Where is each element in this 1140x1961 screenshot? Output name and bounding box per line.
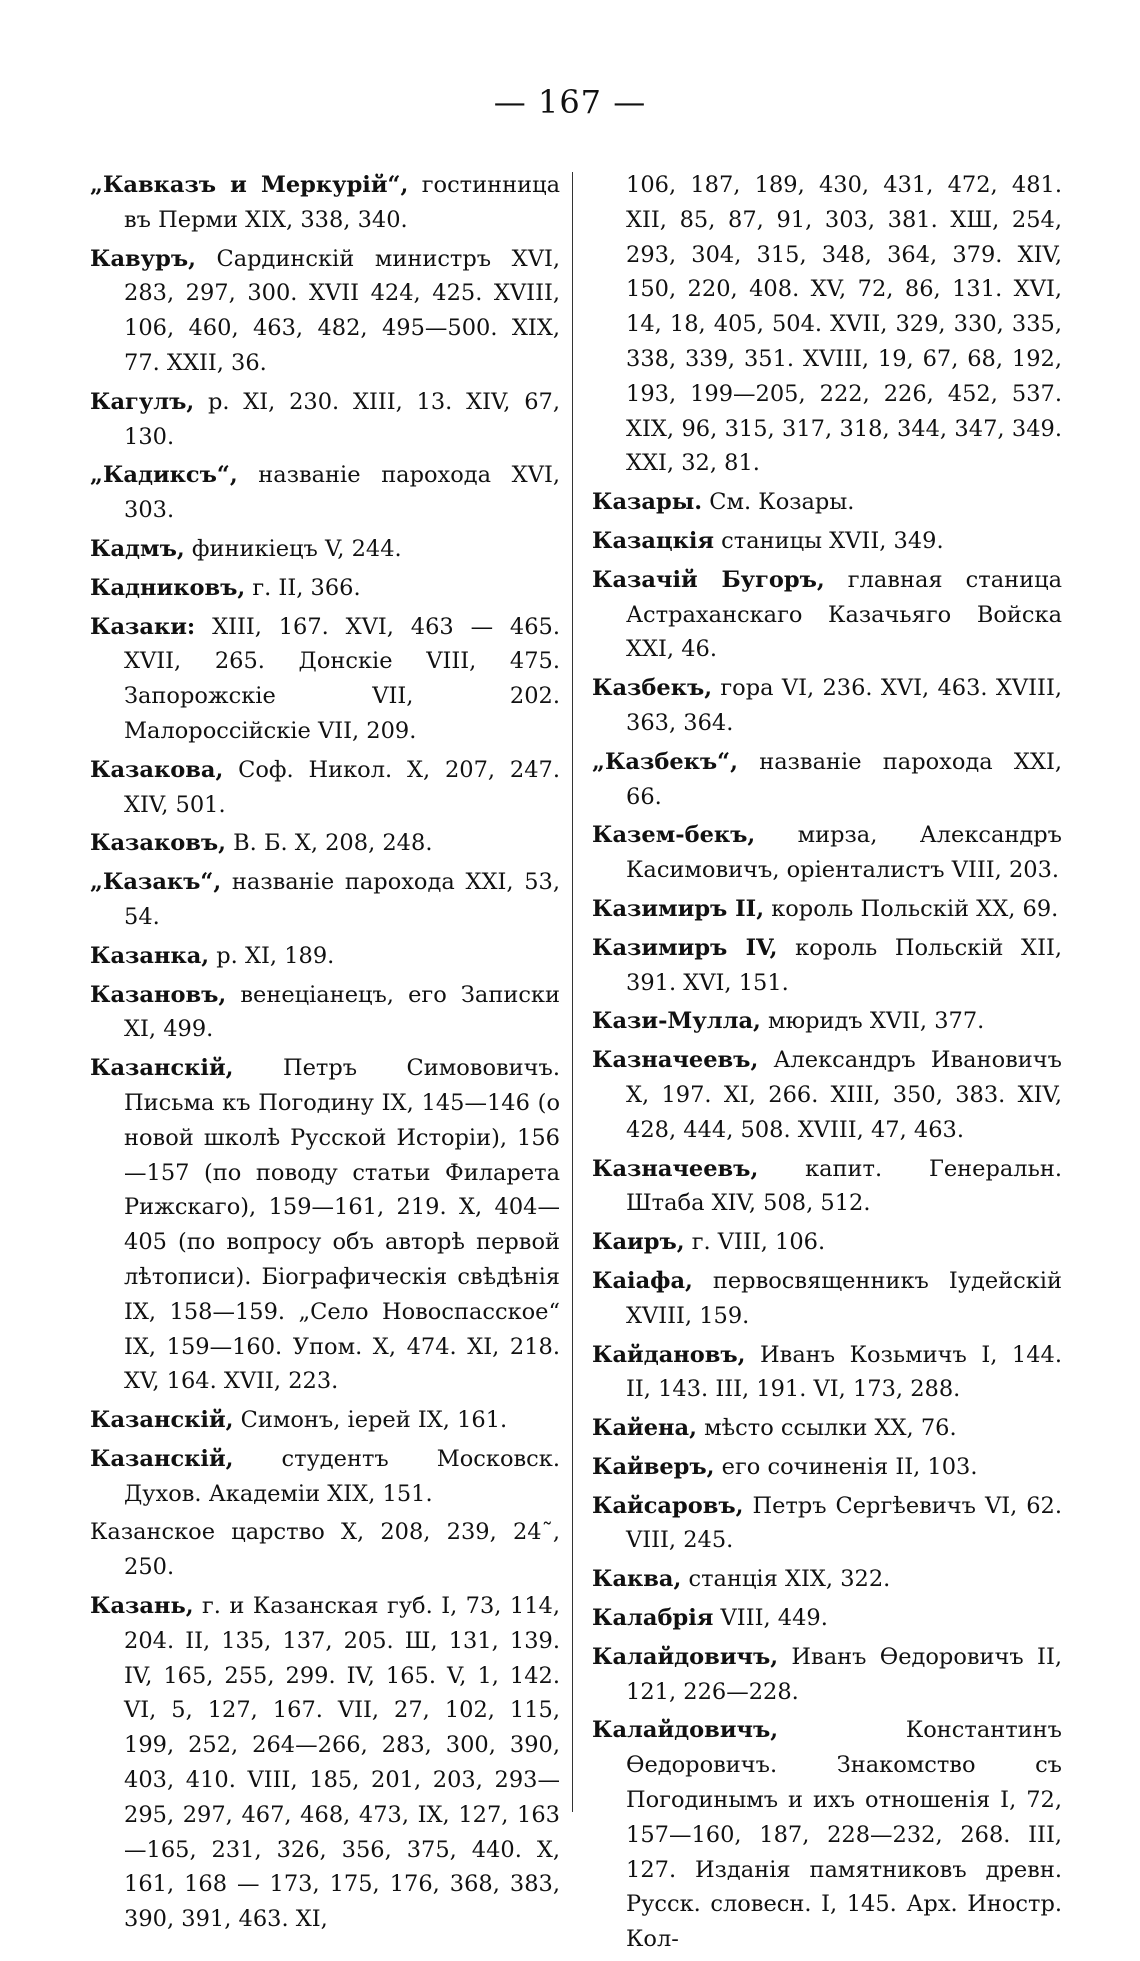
entry-references: его сочиненія II, 103. [714, 1453, 978, 1480]
entry-references: Константинъ Ѳедоровичъ. Знакомство съ Погодинымъ и ихъ отношенія I, 72, 157—160, 187, 228—232, 268. III, 127. Изданія памятниковъ древн. Русск. словесн. I, 145. Арх. Иностр. Кол- [626, 1717, 1062, 1953]
entry-heading: Казаки: [90, 613, 196, 640]
entry-references: г. и Казанская губ. I, 73, 114, 204. II, 135, 137, 205. Ш, 131, 139. IV, 165, 255, 299. IV, 165. V, 1, 142. VI, 5, 127, 167. VII, 27, 102, 115, 199, 252, 264—266, 283, 300, 390, 403, 410. VIII, 185, 201, 203, 293—295, 297, 467, 468, 473, IX, 127, 163—165, 231, 326, 356, 375, 440. X, 161, 168 — 173, 175, 176, 368, 383, 390, 391, 463. XI, [124, 1593, 560, 1933]
column-divider [572, 172, 573, 1812]
entry-heading: Каиръ, [592, 1229, 685, 1256]
entry-heading: Казначеевъ, [592, 1047, 759, 1074]
entry-heading: „Казакъ“, [90, 869, 222, 896]
entry-references: станція XIX, 322. [681, 1566, 891, 1593]
entry-heading: Кази-Мулла, [592, 1008, 761, 1035]
entry-heading: Кайена, [592, 1415, 697, 1442]
index-entry [90, 610, 560, 749]
entry-heading: Каква, [592, 1566, 682, 1593]
entry-references: г. II, 366. [245, 574, 361, 601]
entry-heading: Кайсаровъ, [592, 1492, 744, 1519]
index-entry [90, 571, 560, 606]
entry-heading: Кайверъ, [592, 1453, 715, 1480]
index-entry [592, 168, 1062, 481]
index-entry [90, 826, 560, 861]
entry-references: король Польскій XX, 69. [764, 895, 1059, 922]
entry-heading: Калабрія [592, 1605, 714, 1632]
entry-heading: Казацкія [592, 527, 715, 554]
entry-references: мирза, Александръ Касимовичъ, оріенталистъ VIII, 203. [626, 822, 1062, 884]
index-entry [592, 1225, 1062, 1260]
entry-references: 106, 187, 189, 430, 431, 472, 481. XII, 85, 87, 91, 303, 381. ХШ, 254, 293, 304, 315, 348, 364, 379. XIV, 150, 220, 408. XV, 72, 86, 131. XVI, 14, 18, 405, 504. XVII, 329, 330, 335, 338, 339, 351. XVIII, 19, 67, 68, 192, 193, 199—205, 222, 226, 452, 537. XIX, 96, 315, 317, 318, 344, 347, 349. XXI, 32, 81. [626, 172, 1062, 477]
index-entry [592, 524, 1062, 559]
entry-references: гора VI, 236. XVI, 463. XVIII, 363, 364. [626, 675, 1062, 736]
entry-references: VIII, 449. [713, 1605, 828, 1632]
entry-heading: Калайдовичъ, [592, 1717, 779, 1744]
entry-references: станицы XVII, 349. [714, 527, 944, 554]
index-entry [90, 242, 560, 381]
index-entry [592, 1601, 1062, 1636]
entry-references: капит. Генеральн. Штаба XIV, 508, 512. [626, 1155, 1062, 1217]
index-entry [592, 1152, 1062, 1222]
entry-heading: Кадмъ, [90, 535, 185, 562]
entry-heading: Казары. [592, 489, 703, 516]
entry-references: названіе парохода XVI, 303. [124, 462, 560, 524]
entry-heading: Казаковъ, [90, 830, 226, 857]
index-entry [592, 1043, 1062, 1147]
index-entry [592, 1411, 1062, 1446]
entry-references: Соф. Никол. X, 207, 247. XIV, 501. [124, 756, 560, 818]
right-column [592, 168, 1062, 1961]
entry-references: гостинница въ Перми XIX, 338, 340. [124, 172, 561, 233]
index-entry [90, 385, 560, 455]
index-entry [90, 1589, 560, 1937]
entry-references: Александръ Ивановичъ X, 197. XI, 266. XIII, 350, 383. XIV, 428, 444, 508. XVIII, 47, 463. [626, 1047, 1062, 1143]
entry-references: Казанское царство X, 208, 239, 24˜, 250. [90, 1519, 560, 1581]
entry-heading: „Кадиксъ“, [90, 462, 238, 489]
entry-references: финикіецъ V, 244. [184, 535, 402, 562]
entry-heading: Каіафа, [592, 1267, 693, 1294]
entry-heading: Казанка, [90, 942, 210, 969]
index-entry [592, 1562, 1062, 1597]
index-entry [592, 1338, 1062, 1408]
entry-heading: Кадниковъ, [90, 574, 246, 601]
index-entry [592, 1450, 1062, 1485]
entry-heading: Казем-бекъ, [592, 822, 756, 849]
left-column [90, 168, 560, 1941]
index-entry [592, 931, 1062, 1001]
entry-references: мѣсто ссылки XX, 76. [696, 1415, 957, 1442]
entry-heading: Казановъ, [90, 981, 227, 1008]
index-entry [90, 1515, 560, 1585]
index-entry [90, 168, 560, 238]
index-entry [592, 563, 1062, 667]
index-entry [90, 939, 560, 974]
entry-references: г. VIII, 106. [684, 1229, 826, 1256]
index-entry [592, 1264, 1062, 1334]
index-entry [592, 745, 1062, 815]
entry-references: первосвященникъ Іудейскій XVIII, 159. [626, 1267, 1062, 1329]
entry-references: В. Б. X, 208, 248. [225, 830, 433, 857]
index-entry [90, 1051, 560, 1399]
entry-references: XIII, 167. XVI, 463 — 465. XVII, 265. Донскіе VIII, 475. Запорожскіе VII, 202. Малороссійскіе VII, 209. [124, 613, 560, 744]
entry-heading: Казачій Бугоръ, [592, 566, 825, 593]
index-entry [592, 1004, 1062, 1039]
index-entry [90, 865, 560, 935]
entry-references: Петръ Симововичъ. Письма къ Погодину IX, 145—146 (о новой школѣ Русской Исторіи), 156—157 (по поводу статьи Филарета Рижскаго), 159—161, 219. X, 404—405 (по вопросу объ авторѣ первой лѣтописи). Біографическія свѣдѣнія IX, 158—159. „Село Новоспасское“ IX, 159—160. Упом. X, 474. XI, 218. XV, 164. XVII, 223. [124, 1055, 560, 1395]
entry-references: король Польскій XII, 391. XVI, 151. [626, 934, 1062, 996]
index-entry [90, 753, 560, 823]
entry-heading: Казбекъ, [592, 675, 713, 702]
entry-heading: Казанскій, [90, 1407, 234, 1434]
entry-heading: Казакова, [90, 756, 224, 783]
entry-references: Симонъ, іерей IX, 161. [233, 1407, 508, 1434]
entry-references: р. XI, 230. XIII, 13. XIV, 67, 130. [124, 388, 560, 450]
entry-references: Иванъ Ѳедоровичъ II, 121, 226—228. [626, 1643, 1062, 1705]
entry-references: Иванъ Козьмичъ I, 144. II, 143. III, 191. VI, 173, 288. [626, 1341, 1062, 1403]
entry-references: студентъ Московск. Духов. Академіи XIX, 151. [124, 1445, 560, 1507]
entry-heading: Казань, [90, 1593, 194, 1620]
index-entry [90, 1403, 560, 1438]
entry-references: Сардинскій министръ XVI, 283, 297, 300. XVII 424, 425. XVIII, 106, 460, 463, 482, 495—500. XIX, 77. XXII, 36. [124, 245, 560, 376]
index-entry [592, 1489, 1062, 1559]
entry-heading: Казимиръ IV, [592, 934, 778, 961]
entry-references: названіе парохода XXI, 66. [626, 748, 1062, 810]
entry-references: названіе парохода XXI, 53, 54. [124, 869, 560, 930]
entry-heading: Калайдовичъ, [592, 1643, 779, 1670]
entry-references: мюридъ XVII, 377. [760, 1008, 985, 1035]
entry-heading: Казимиръ II, [592, 895, 765, 922]
entry-references: р. XI, 189. [209, 942, 335, 969]
entry-references: главная станица Астраханскаго Казачьяго Войска XXI, 46. [626, 566, 1062, 663]
entry-heading: Казанскій, [90, 1445, 234, 1472]
entry-heading: Кайдановъ, [592, 1341, 746, 1368]
entry-heading: Казанскій, [90, 1055, 234, 1082]
index-entry [592, 1640, 1062, 1710]
entry-heading: Казначеевъ, [592, 1155, 759, 1182]
index-entry [90, 1442, 560, 1512]
entry-references: См. Козары. [702, 489, 855, 516]
index-entry [90, 978, 560, 1048]
entry-heading: „Кавказъ и Меркурій“, [90, 172, 409, 198]
entry-heading: Кавуръ, [90, 245, 196, 272]
page-number: — 167 — [493, 83, 647, 121]
index-entry [592, 485, 1062, 520]
entry-references: Петръ Сергѣевичъ VI, 62. VIII, 245. [626, 1492, 1062, 1554]
entry-heading: Кагулъ, [90, 388, 195, 415]
index-entry [592, 892, 1062, 927]
entry-references: венеціанецъ, его Записки XI, 499. [124, 981, 560, 1043]
index-entry [592, 671, 1062, 741]
entry-heading: „Казбекъ“, [592, 748, 738, 775]
index-entry [592, 1713, 1062, 1957]
index-entry [90, 532, 560, 567]
index-entry [90, 458, 560, 528]
index-entry [592, 818, 1062, 888]
